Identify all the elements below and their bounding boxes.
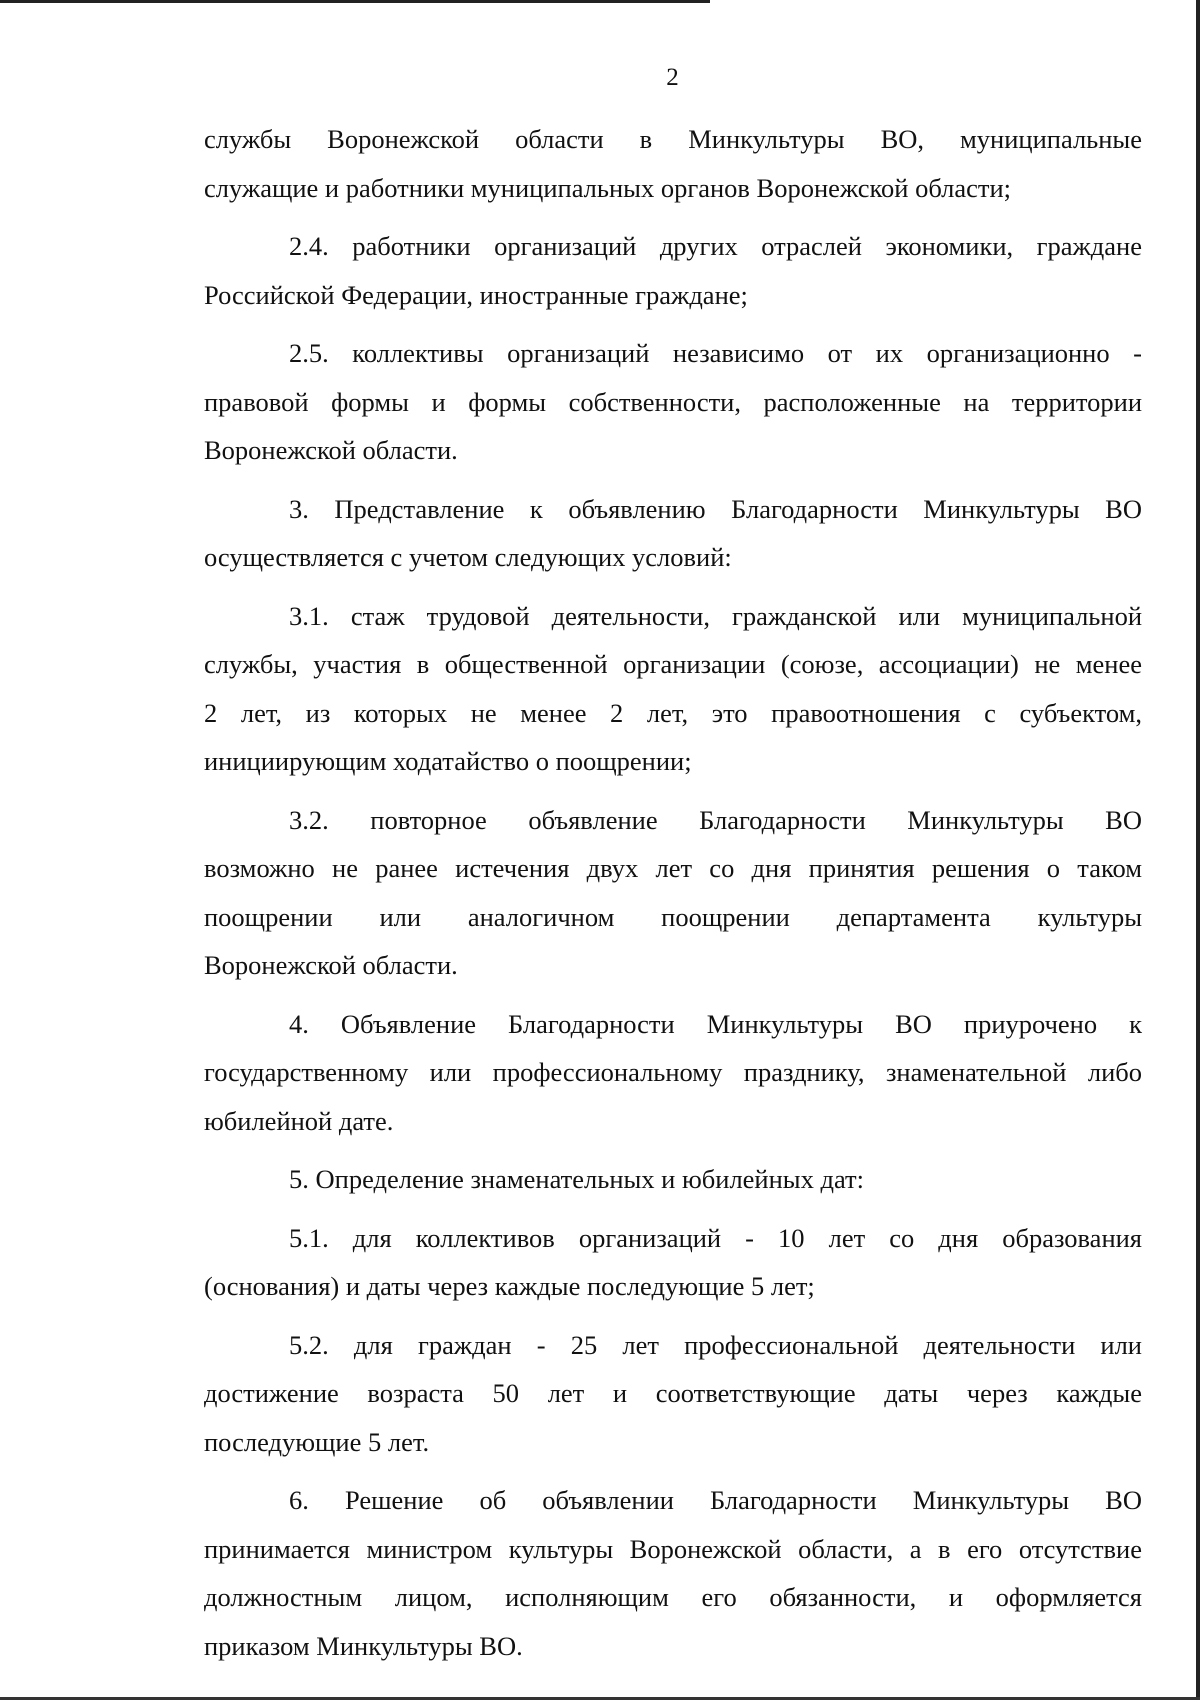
text-line: 2 лет, из которых не менее 2 лет, это правоотношения с субъектом,: [204, 697, 1142, 728]
scan-edge-top: [0, 0, 710, 3]
text-line: службы, участия в общественной организации (союзе, ассоциации) не менее: [204, 649, 1142, 679]
text-line: возможно не ранее истечения двух лет со дня принятия решения о таком: [204, 853, 1142, 883]
paragraph-p-3-2: [204, 796, 1142, 990]
paragraph-p-3-1: [204, 592, 1142, 786]
text-line: должностным лицом, исполняющим его обязанности, и оформляется: [204, 1582, 1142, 1612]
text-line: 6. Решение об объявлении Благодарности Минкультуры ВО: [289, 1485, 1142, 1515]
text-line: служащие и работники муниципальных органов Воронежской области;: [204, 172, 1012, 203]
paragraph-p-2-4: [204, 222, 1142, 319]
text-line: (основания) и даты через каждые последующие 5 лет;: [204, 1271, 815, 1301]
text-line: 4. Объявление Благодарности Минкультуры ВО приурочено к: [289, 1008, 1142, 1039]
document-body: [204, 115, 1142, 1670]
paragraph-p-3: [204, 485, 1142, 582]
text-line: Воронежской области.: [204, 950, 458, 980]
text-line: службы Воронежской области в Минкультуры ВО, муниципальные: [204, 124, 1142, 154]
text-line: 3. Представление к объявлению Благодарности Минкультуры ВО: [289, 493, 1142, 524]
page-number: 2: [666, 64, 679, 91]
text-line: 3.1. стаж трудовой деятельности, гражданской или муниципальной: [289, 600, 1142, 631]
paragraph-p-4: [204, 1000, 1142, 1146]
text-line: 3.2. повторное объявление Благодарности Минкультуры ВО: [289, 804, 1142, 835]
text-line: инициирующим ходатайство о поощрении;: [204, 746, 692, 776]
paragraph-cont-2-3: [204, 115, 1142, 212]
paragraph-p-5: [204, 1155, 1142, 1204]
text-line: 5.1. для коллективов организаций - 10 лет со дня образования: [289, 1222, 1142, 1253]
text-line: последующие 5 лет.: [204, 1426, 430, 1457]
text-line: 5.2. для граждан - 25 лет профессиональной деятельности или: [289, 1329, 1142, 1360]
text-line: осуществляется с учетом следующих условий:: [204, 542, 732, 572]
paragraph-p-5-2: [204, 1321, 1142, 1467]
paragraph-p-5-1: [204, 1214, 1142, 1311]
text-line: 2.4. работники организаций других отраслей экономики, граждане: [289, 231, 1142, 261]
text-line: правовой формы и формы собственности, расположенные на территории: [204, 386, 1142, 417]
text-line: государственному или профессиональному празднику, знаменательной либо: [204, 1057, 1142, 1087]
text-line: принимается министром культуры Воронежской области, а в его отсутствие: [204, 1533, 1142, 1564]
text-line: поощрении или аналогичном поощрении департамента культуры: [204, 901, 1142, 932]
text-line: 2.5. коллективы организаций независимо от их организационно -: [289, 338, 1142, 368]
text-line: Российской Федерации, иностранные граждане;: [204, 279, 748, 310]
text-line: достижение возраста 50 лет и соответствующие даты через каждые: [204, 1378, 1142, 1408]
paragraph-p-6: [204, 1476, 1142, 1670]
paragraph-p-2-5: [204, 329, 1142, 475]
scan-edge-right: [1196, 0, 1200, 1700]
text-line: юбилейной дате.: [204, 1105, 394, 1136]
text-line: Воронежской области.: [204, 435, 458, 465]
text-line: 5. Определение знаменательных и юбилейных дат:: [289, 1164, 864, 1194]
text-line: приказом Минкультуры ВО.: [204, 1630, 523, 1661]
